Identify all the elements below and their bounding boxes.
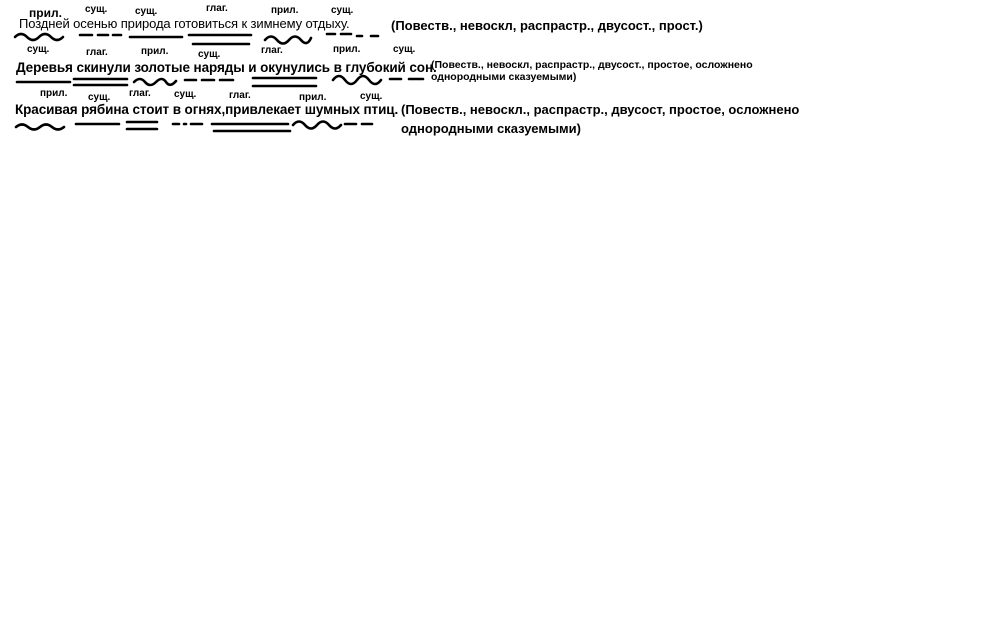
pos-tag: сущ. — [360, 91, 383, 102]
pos-tag: прил. — [141, 46, 169, 57]
pos-tag: сущ. — [198, 49, 221, 60]
wavy-underline — [265, 37, 311, 44]
pos-tag: прил. — [29, 6, 62, 20]
pos-tag: глаг. — [86, 47, 108, 58]
wavy-underline — [16, 125, 64, 130]
pos-tag: глаг. — [229, 90, 251, 101]
characteristics-line: (Повеств., невоскл, распрастр., двусост., простое, осложнено — [431, 59, 753, 71]
sentence-characteristics: (Повеств., невоскл, распрастр., двусост., прост.) — [391, 18, 703, 33]
pos-tag: сущ. — [85, 4, 108, 15]
wavy-underline — [293, 122, 341, 129]
pos-tag: прил. — [40, 88, 68, 99]
pos-tag: сущ. — [88, 92, 111, 103]
pos-tag: глаг. — [261, 45, 283, 56]
pos-tag: сущ. — [174, 89, 197, 100]
pos-tag: сущ. — [27, 44, 50, 55]
dashed-underline — [327, 34, 378, 36]
pos-tag: сущ. — [135, 6, 158, 17]
pos-tag: прил. — [333, 44, 361, 55]
pos-tag: сущ. — [393, 44, 416, 55]
pos-tag: прил. — [271, 5, 299, 16]
sentence-text: Деревья скинули золотые наряды и окунулись в глубокий сон. — [16, 60, 437, 75]
wavy-underline — [15, 34, 63, 40]
pos-tag: глаг. — [206, 3, 228, 14]
characteristics-line: однородными сказуемыми) — [401, 121, 581, 136]
pos-tag: глаг. — [129, 88, 151, 99]
characteristics-line: (Повеств., невоскл., распрастр., двусост, простое, осложнено — [401, 102, 800, 117]
pos-tag: прил. — [299, 92, 327, 103]
wavy-underline — [134, 79, 176, 85]
sentence-text: Красивая рябина стоит в огнях,привлекает шумных птиц. — [15, 102, 399, 117]
characteristics-line: однородными сказуемыми) — [431, 71, 577, 83]
pos-tag: сущ. — [331, 5, 354, 16]
wavy-underline — [333, 76, 381, 84]
sentence-text: Поздней осенью природа готовиться к зимнему отдыху. — [19, 16, 350, 31]
